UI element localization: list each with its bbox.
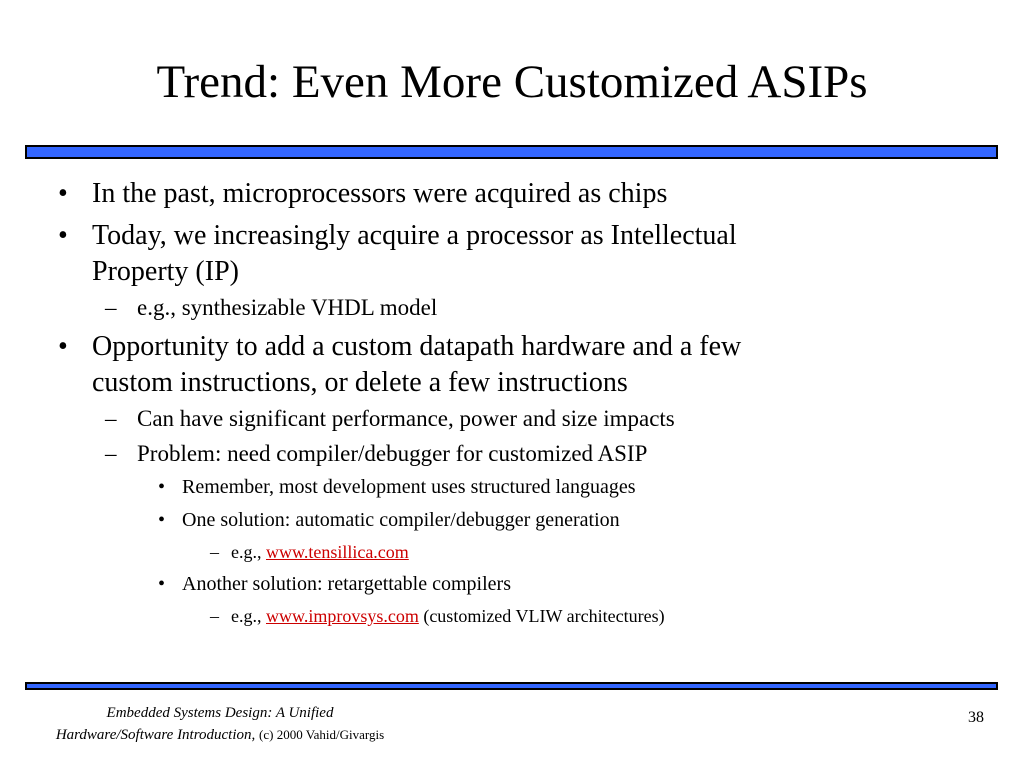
sub-sub-bullet-item xyxy=(0,475,1024,500)
tensillica-link[interactable]: www.tensillica.com xyxy=(266,542,409,562)
slide-title: Trend: Even More Customized ASIPs xyxy=(156,56,868,108)
bullet-marker: • xyxy=(158,573,166,595)
sub-sub-bullet-text: Another solution: retargettable compilers xyxy=(182,573,511,595)
example-prefix: e.g., xyxy=(231,606,266,626)
page-number: 38 xyxy=(968,709,984,726)
bullet-text-continued: Property (IP) xyxy=(92,256,239,287)
example-item xyxy=(0,541,1024,564)
footer-copyright: (c) 2000 Vahid/Givargis xyxy=(259,727,385,742)
bullet-text-continued: custom instructions, or delete a few instructions xyxy=(92,367,628,398)
sub-sub-bullet-text: Remember, most development uses structured languages xyxy=(182,476,636,498)
bullet-text: Today, we increasingly acquire a processor as Intellectual xyxy=(92,220,737,251)
bullet-text: Opportunity to add a custom datapath hardware and a few xyxy=(92,331,742,362)
dash-marker: – xyxy=(105,406,117,431)
bullet-marker: • xyxy=(158,476,166,498)
sub-sub-bullet-text: One solution: automatic compiler/debugger generation xyxy=(182,509,620,531)
sub-sub-bullet-item xyxy=(0,508,1024,533)
sub-bullet-text: Problem: need compiler/debugger for customized ASIP xyxy=(137,441,648,466)
sub-bullet-item xyxy=(0,405,1024,433)
dash-marker: – xyxy=(210,542,219,562)
bullet-list xyxy=(0,176,1024,636)
improvsys-link[interactable]: www.improvsys.com xyxy=(266,606,419,626)
bullet-marker: • xyxy=(58,220,68,251)
bullet-item xyxy=(0,176,1024,212)
footer-citation xyxy=(0,702,440,746)
sub-bullet-text: Can have significant performance, power and size impacts xyxy=(137,406,675,431)
title-divider xyxy=(25,145,998,159)
example-prefix: e.g., xyxy=(231,542,266,562)
dash-marker: – xyxy=(210,606,219,626)
bullet-marker: • xyxy=(58,331,68,362)
footer-book-title-line2: Hardware/Software Introduction, xyxy=(55,727,256,743)
bullet-marker: • xyxy=(58,178,68,209)
sub-bullet-text: e.g., synthesizable VHDL model xyxy=(137,295,438,320)
sub-bullet-item xyxy=(0,440,1024,468)
dash-marker: – xyxy=(105,295,117,320)
example-suffix: (customized VLIW architectures) xyxy=(418,606,665,626)
example-item xyxy=(0,605,1024,628)
bullet-item xyxy=(0,329,1024,401)
bullet-marker: • xyxy=(158,509,166,531)
sub-sub-bullet-item xyxy=(0,572,1024,597)
sub-bullet-item xyxy=(0,294,1024,322)
bullet-item xyxy=(0,218,1024,290)
footer-book-title-line1: Embedded Systems Design: A Unified xyxy=(106,705,334,721)
bullet-text: In the past, microprocessors were acquired as chips xyxy=(92,178,668,209)
footer-divider xyxy=(25,682,998,690)
dash-marker: – xyxy=(105,441,117,466)
